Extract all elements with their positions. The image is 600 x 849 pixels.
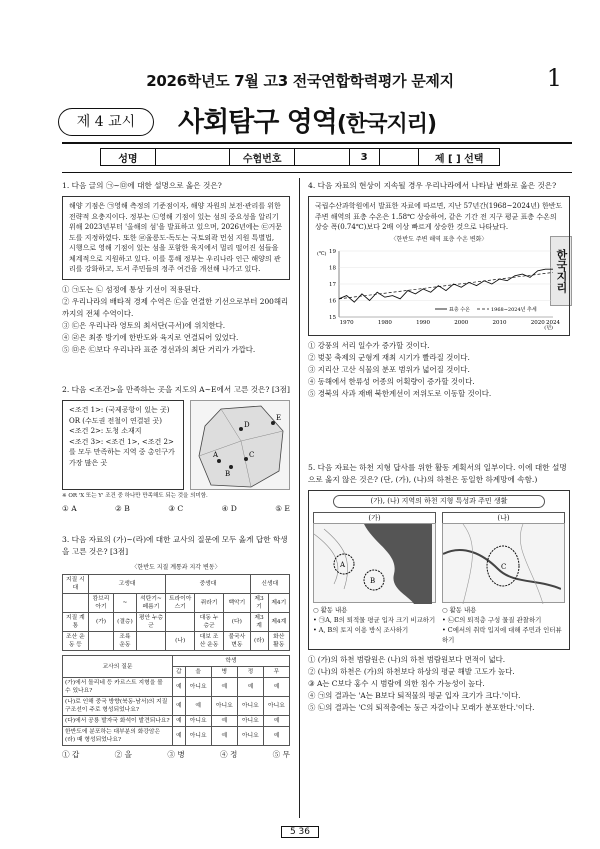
q5-plan-title: (가), (나) 지역의 하천 지형 특성과 주민 생활	[333, 495, 545, 508]
ga-activities	[313, 605, 436, 635]
q1-choice-3[interactable]: ③ ㉢은 우리나라 영토의 최서단(극서)에 위치한다.	[62, 320, 226, 330]
question-3	[62, 534, 290, 761]
exam-header-title: 2026학년도 7월 고3 전국연합학력평가 문제지	[146, 72, 454, 90]
q3-row-1-ans: 아니요	[185, 678, 211, 697]
sub-header-2: ~	[114, 594, 136, 613]
q5-panel-na	[442, 512, 565, 646]
q4-choice-3[interactable]: ③ 지리산 고산 식물의 분포 범위가 넓어질 것이다.	[308, 365, 470, 374]
panel-na-label: (나)	[442, 512, 565, 524]
y-tick-label: 18	[329, 265, 336, 272]
q2-map	[190, 400, 290, 490]
q3-row-4-ans: 예	[263, 727, 289, 746]
svg-text:B: B	[370, 577, 376, 585]
era-header-2: 중생대	[166, 575, 250, 594]
q1-choice-5[interactable]: ⑤ ㉤은 ㉢보다 우리나라 표준 경선과의 최단 거리가 가깝다.	[62, 344, 256, 354]
q4-passage-box	[308, 196, 570, 336]
event-0: 조산 운동 등	[63, 632, 89, 651]
q2-map-svg	[191, 401, 291, 491]
q3-row-1-ans: 예	[211, 678, 237, 697]
ga-activity-0: ○ 활동 내용	[313, 606, 348, 614]
exam-no-blank[interactable]	[295, 149, 350, 165]
event-5: 대보 조산 운동	[195, 632, 224, 651]
page-footer	[0, 826, 600, 838]
q3-row-2-ans: 아니요	[263, 697, 289, 716]
q1-choice-1[interactable]: ① ㉠도는 ㉡ 섬정에 통상 기선이 적용된다.	[62, 284, 201, 294]
na-activity-1: • ㉡C의 퇴적층 구성 물질 관찰하기	[442, 616, 542, 624]
y-tick-label: 15	[329, 315, 336, 321]
q5-choice-4[interactable]: ④ ㉠의 결과는 'A는 B보다 퇴적물의 평균 입자 크기가 크다.'이다.	[308, 691, 521, 700]
era-header-1: 고생대	[88, 575, 166, 594]
subject-side-tab: 한국지리	[550, 236, 572, 306]
panel-ga-map	[313, 523, 436, 603]
qh-jeong: 정	[237, 667, 263, 678]
q3-answer-table	[62, 655, 290, 746]
q3-choice-3[interactable]: ③ 병	[167, 750, 185, 759]
q3-choice-4[interactable]: ④ 정	[219, 750, 238, 759]
sub-header-3: 석탄기~페름기	[136, 594, 166, 613]
chart-title: 〈한반도 주변 해역 표층 수온 변화〉	[390, 235, 488, 243]
q4-passage: 국립수산과학원에서 발표한 자료에 따르면, 지난 57년간(1968~2024년) 한반도 주변 해역의 표층 수온은 1.58℃ 상승하여, 같은 기간 전 지구 평균 표층 수온의 상승 폭(0.74℃)보다 2배 이상 빠르게 상승한 것으로 나타났다.	[315, 202, 563, 231]
q2-map-note: ※ OR 'X 또는 Y' 조건 중 하나만 만족해도 되는 것을 의미함.	[62, 493, 208, 499]
q4-stem: 4. 다음 자료의 현상이 지속될 경우 우리나라에서 나타날 변화로 옳은 것은?	[308, 181, 557, 190]
qh-eul: 을	[185, 667, 211, 678]
footer-page-box: 5 36	[281, 826, 319, 838]
event-4: (나)	[166, 632, 195, 651]
y-tick-label: 16	[329, 298, 336, 305]
q1-choice-2[interactable]: ② 우리나라의 배타적 경제 수역은 ㉢을 연결한 기선으로부터 200해리까지의 전체 수역이다.	[62, 296, 289, 318]
sub-header-7: 제3기	[250, 594, 268, 613]
map-label-a: A	[213, 451, 219, 459]
svg-text:A: A	[340, 561, 346, 569]
q3-row-4-ans: 아니요	[185, 727, 211, 746]
legend-label-trend: 1968~2024년 추세	[491, 307, 537, 313]
series-line-trend	[339, 272, 553, 298]
map-label-e: E	[276, 414, 282, 422]
q4-choice-4[interactable]: ④ 동해에서 한류성 어종의 어획량이 증가할 것이다.	[308, 377, 475, 386]
y-axis-label: (℃)	[317, 251, 327, 257]
q3-row-3-ans: 예	[263, 716, 289, 727]
q3-choice-5[interactable]: ⑤ 무	[272, 750, 290, 759]
period-badge: 제 4 교시	[58, 108, 154, 136]
q2-condition-1: <조건 1>: (국제공항이 있는 곳)	[69, 406, 170, 414]
exam-no-label: 수험번호	[230, 149, 295, 165]
event-8: 화산 활동	[268, 632, 289, 651]
info-row	[100, 148, 500, 166]
q5-choice-3[interactable]: ③ A는 C보다 홍수 시 범람에 의한 침수 가능성이 높다.	[308, 679, 485, 688]
event-2: 조륙 운동	[114, 632, 136, 651]
panel-na-map-svg	[443, 524, 561, 604]
ga-activity-2: • A, B의 토지 이용 방식 조사하기	[313, 626, 409, 634]
q5-choice-2[interactable]: ② (나)의 하천은 (가)의 하천보다 하상의 평균 해발 고도가 높다.	[308, 667, 515, 676]
qh-mu: 무	[263, 667, 289, 678]
event-1	[88, 632, 114, 651]
column-divider	[299, 178, 300, 818]
x-tick-label: 2010	[492, 320, 507, 326]
x-tick-label: 2024	[546, 320, 560, 326]
layer-2: (결층)	[114, 613, 136, 632]
q2-condition-3: <조건 3>: <조건 1>, <조건 2>를 모두 만족하는 지역 중 총인구가 가장 많은 곳	[69, 437, 175, 467]
ga-activity-1: • ㉠A, B의 퇴적물 평균 입자 크기 비교하기	[313, 616, 436, 624]
q4-choice-5[interactable]: ⑤ 경북의 사과 재배 북한계선이 저위도로 이동할 것이다.	[308, 389, 492, 398]
q2-choice-4[interactable]: ④ D	[221, 504, 237, 513]
info-rule	[62, 172, 572, 173]
question-4	[308, 180, 570, 400]
page-number: 1	[546, 64, 562, 92]
q2-conditions-box	[62, 400, 184, 490]
q3-row-2-text: (나)로 인해 중국 방향(북동-남서)의 지질 구조선이 주로 형성되었나요?	[63, 697, 173, 716]
q3-geology-table	[62, 574, 290, 651]
q2-condition-1b: OR (수도권 전철이 연결된 곳)	[69, 416, 162, 425]
q2-condition-2: <조건 2>: 도청 소재지	[69, 427, 142, 435]
q4-choice-1[interactable]: ① 강풍의 서리 일수가 증가할 것이다.	[308, 341, 430, 350]
event-7: (라)	[250, 632, 268, 651]
sub-header-1: 캄브리아기	[88, 594, 114, 613]
question-2	[62, 384, 290, 515]
x-tick-label: 1970	[339, 320, 354, 326]
qh-question: 교사의 질문	[63, 656, 173, 678]
sub-header-6: 백악기	[224, 594, 251, 613]
name-label: 성명	[101, 149, 156, 165]
map-label-b: B	[225, 470, 231, 478]
q3-row-3-text: (다)에서 공룡 발자국 화석이 발견되나요?	[63, 716, 173, 727]
layer-0: 지질 계통	[63, 613, 89, 632]
q2-choice-5[interactable]: ⑤ E	[275, 504, 290, 513]
q2-choice-1[interactable]: ① A	[62, 504, 77, 513]
subject-sub: (한국지리)	[336, 112, 437, 137]
x-tick-label: 1990	[416, 320, 431, 326]
layer-1: (가)	[88, 613, 114, 632]
q3-row-1-ans: 예	[263, 678, 289, 697]
panel-na-map	[442, 523, 565, 603]
legend-label-sst: 표층 수온	[449, 307, 470, 313]
y-tick-label: 19	[329, 249, 336, 255]
q3-row-3-ans: 아니요	[185, 716, 211, 727]
q3-choice-2[interactable]: ② 을	[114, 750, 132, 759]
question-1	[62, 180, 290, 356]
q5-plan-box	[308, 490, 570, 650]
q5-choice-1[interactable]: ① (가)의 하천 범람원은 (나)의 하천 범람원보다 면적이 넓다.	[308, 655, 506, 664]
q3-row-4-ans: 아니요	[237, 727, 263, 746]
x-tick-label: 1980	[377, 320, 392, 326]
panel-ga-label: (가)	[313, 512, 436, 524]
q4-choice-2[interactable]: ② 벚꽃 축제의 군형게 재최 시기가 빨라질 것이다.	[308, 353, 470, 362]
map-label-d: D	[244, 421, 250, 429]
q2-choice-2[interactable]: ② B	[115, 504, 130, 513]
q3-row-3-ans: 예	[211, 716, 237, 727]
q3-row-2-ans: 아니요	[237, 697, 263, 716]
q3-row-2-ans: 예	[185, 697, 211, 716]
qh-byeong: 병	[211, 667, 237, 678]
q5-stem: 5. 다음 자료는 하천 지형 답사를 위한 활동 계획서의 일부이다. 이에 대한 설명으로 옳지 않은 것은? (단, (가), (나)의 하천은 동일한 하계망에 속함.)	[308, 463, 567, 484]
q2-choices	[62, 503, 290, 515]
layer-8: 제4계	[268, 613, 289, 632]
q3-row-1-text: (가)에서 돌리네 등 카르스트 지형을 볼 수 있나요?	[63, 678, 173, 697]
na-activity-2: • C에서의 취락 입지에 대해 주민과 인터뷰하기	[442, 626, 562, 644]
na-activities	[442, 605, 565, 645]
q1-stem: 1. 다음 글의 ㉠~㉤에 대한 설명으로 옳은 것은?	[62, 181, 222, 190]
select-label: 제 [ ] 선택	[434, 153, 484, 165]
layer-4	[166, 613, 195, 632]
x-tick-label: 2020	[530, 320, 545, 326]
na-activity-0: ○ 활동 내용	[442, 606, 477, 614]
q3-choices	[62, 749, 290, 761]
sub-header-0	[63, 594, 89, 613]
q2-stem: 2. 다음 <조건>을 만족하는 곳을 지도의 A~E에서 고른 것은? [3점]	[62, 385, 290, 394]
q5-choice-5[interactable]: ⑤ ㉡의 결과는 'C의 퇴적층에는 둥근 자갈이나 모래가 분포한다.'이다.	[308, 703, 535, 712]
event-3	[136, 632, 166, 651]
q1-choice-4[interactable]: ④ ㉣은 최종 방기에 한반도와 육지로 연결되어 있었다.	[62, 332, 239, 342]
sub-header-8: 제4기	[268, 594, 289, 613]
q3-choice-1[interactable]: ① 갑	[62, 750, 80, 759]
svg-text:C: C	[501, 563, 507, 571]
era-header-3: 신생대	[250, 575, 289, 594]
exam-no-tail[interactable]	[380, 149, 420, 165]
map-label-c: C	[249, 451, 255, 459]
sub-header-5: 쥐라기	[195, 594, 224, 613]
q3-row-3-ans: 예	[173, 716, 186, 727]
q3-row-4-text: 한반도에 분포하는 대부분의 화강암은 (라) 때 형성되었나요?	[63, 727, 173, 746]
q3-row-1-ans: 예	[237, 678, 263, 697]
layer-5: 대동 누층군	[195, 613, 224, 632]
subject-main: 사회탐구 영역	[178, 107, 337, 138]
layer-3: 평안 누층군	[136, 613, 166, 632]
q5-panel-ga	[313, 512, 436, 646]
name-field[interactable]	[156, 149, 231, 165]
subject-title	[178, 100, 436, 139]
exam-no-value: 3	[350, 149, 380, 165]
layer-6: (다)	[224, 613, 251, 632]
q3-stem: 3. 다음 자료의 (가)~(라)에 대한 교사의 질문에 모두 옳게 답한 학생을 고른 것은? [3점]	[62, 535, 288, 556]
q3-row-3-ans: 아니요	[237, 716, 263, 727]
q3-row-2-ans: 아니요	[211, 697, 237, 716]
qh-student: 학생	[173, 656, 290, 667]
era-header-0: 지질 시대	[63, 575, 89, 594]
q1-passage: 해양 기점은 ㉠영해 측정의 기준점이자, 해양 자원의 보전·관리를 위한 전략적 요충지이다. 정부는 ㉡영해 기점이 있는 섬의 중요성을 알리기 위해 2023년부터 '올해의 섬'을 발표하고 있으며, 2026년에는 ㉢거문도를 지정하였다. 또한 ㉣울릉도·독도는 국토외곽 먼섬 지원 특별법, 시행으로 영해 기점이 있는 섬을 포함한 육지에서 멀리 떨어진 섬들을 체계적으로 지원하고 있다. 이를 통해 정부는 우리나라 인근 해양의 관리를 강화하고, 도서 주민들의 정주 여건을 개선해 나가고 있다.	[62, 196, 290, 280]
sst-line-chart	[315, 245, 563, 331]
q3-row-4-ans: 예	[211, 727, 237, 746]
panel-ga-map-svg	[314, 524, 432, 604]
qh-gap: 갑	[173, 667, 186, 678]
question-5	[308, 462, 570, 714]
x-axis-label: (년)	[544, 325, 553, 331]
header-rule	[62, 142, 572, 144]
q3-row-2-ans: 예	[173, 697, 186, 716]
event-6: 불국사 변동	[224, 632, 251, 651]
q3-table-title: 〈한반도 지질 계통과 지각 변동〉	[131, 564, 221, 571]
sub-header-4: 트라이아스기	[166, 594, 195, 613]
y-tick-label: 17	[329, 282, 336, 288]
q3-row-4-ans: 예	[173, 727, 186, 746]
x-tick-label: 2000	[454, 320, 469, 326]
layer-7: 제3계	[250, 613, 268, 632]
q2-choice-3[interactable]: ③ C	[168, 504, 184, 513]
q3-row-1-ans: 예	[173, 678, 186, 697]
